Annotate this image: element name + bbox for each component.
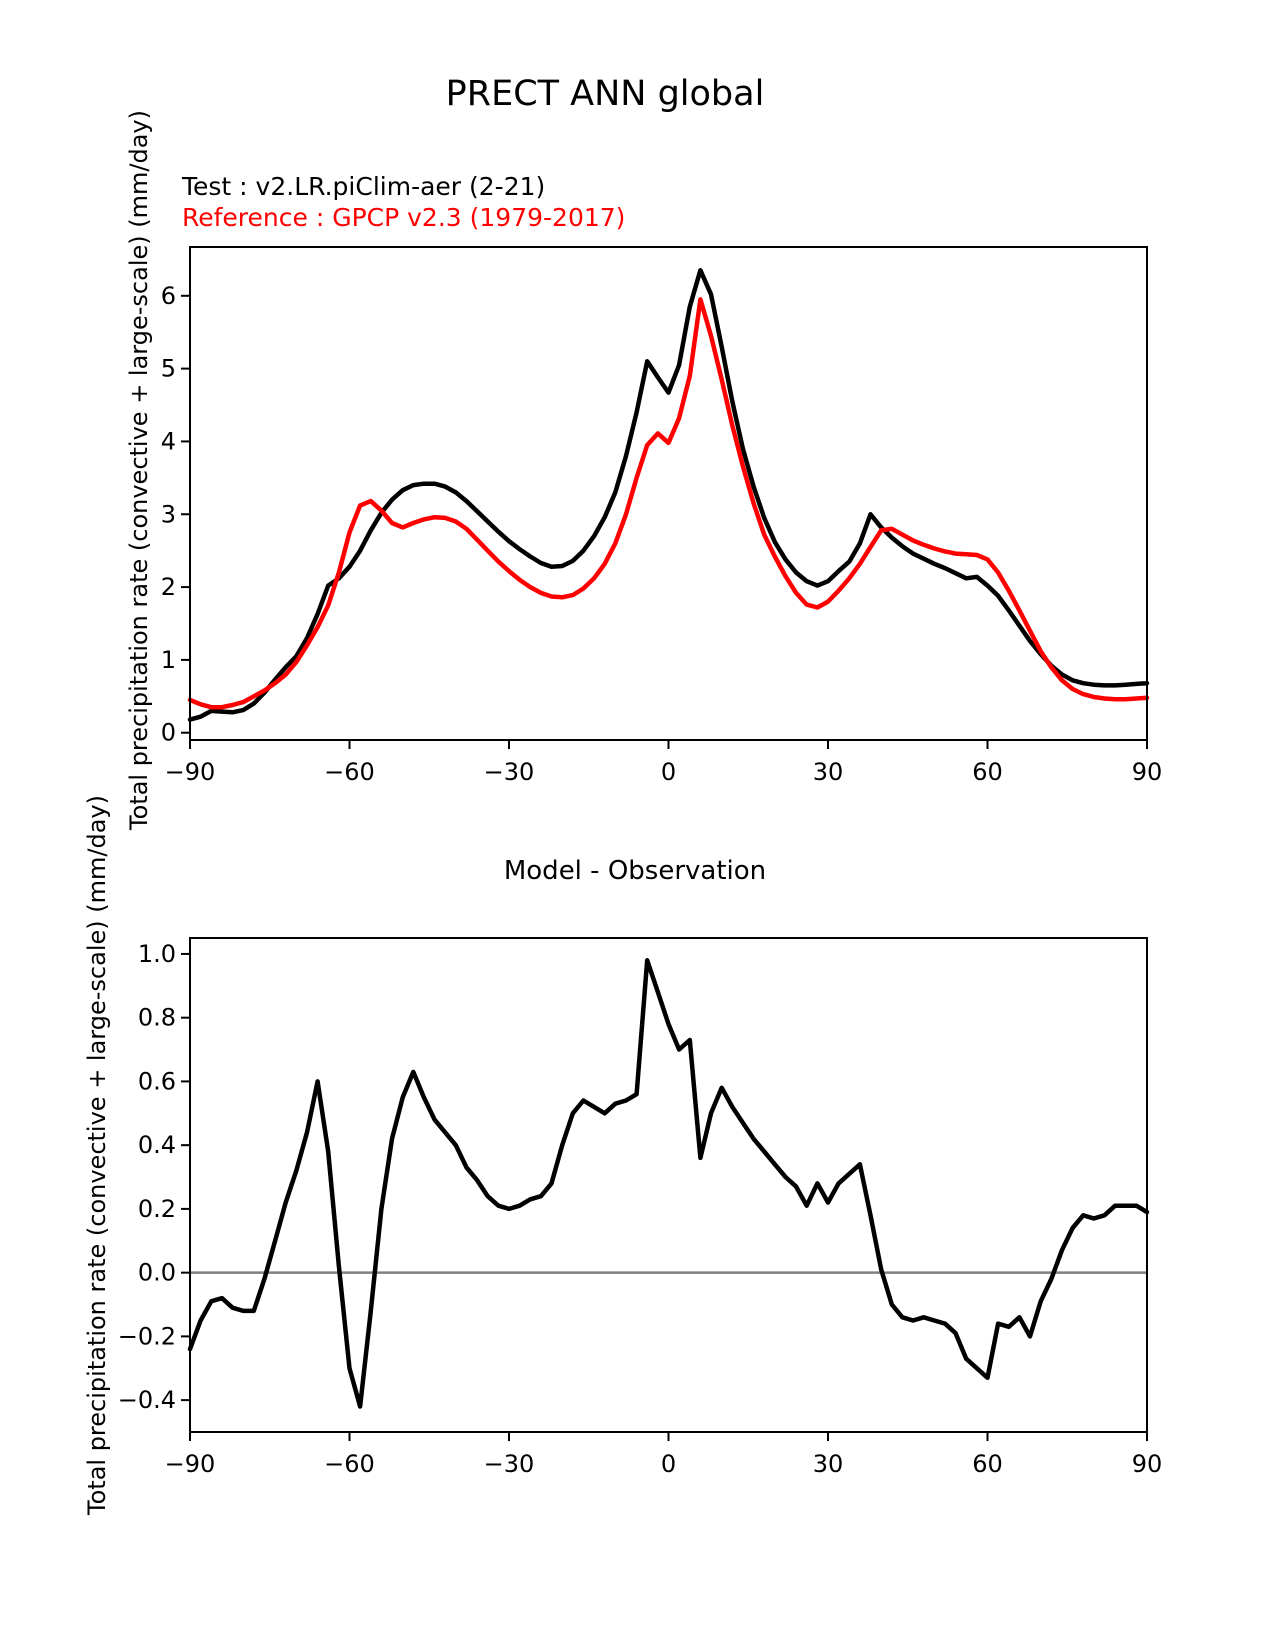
x-tick-label: −90 [164,758,216,786]
y-tick-label: −0.4 [117,1386,176,1415]
x-tick-label: 0 [660,1450,677,1478]
x-tick-label: 30 [812,1450,844,1478]
x-tick-label: −60 [324,758,375,786]
difference-line [190,960,1147,1406]
x-tick-label: 60 [972,758,1003,786]
y-tick-label: 6 [160,281,176,310]
test-line [190,270,1147,719]
y-tick-label: 0.4 [137,1131,176,1160]
x-tick-label: 60 [972,1450,1003,1478]
x-tick-label: 30 [812,758,844,786]
y-tick-label: 0 [160,718,176,747]
figure-title: PRECT ANN global [445,74,765,114]
bottom-chart-title: Model - Observation [503,856,767,886]
y-tick-label: 0.6 [137,1067,176,1096]
x-tick-label: 90 [1131,1450,1163,1478]
bottom-y-axis-label: Total precipitation rate (convective + large-scale) (mm/day) [83,795,111,1515]
y-tick-label: 3 [160,500,176,529]
x-tick-label: −30 [483,1450,535,1478]
x-tick-label: −30 [483,758,535,786]
y-tick-label: 0.2 [137,1194,176,1223]
legend-test-label: Test : v2.LR.piClim-aer (2-21) [182,172,546,201]
y-tick-label: 4 [160,427,176,456]
x-tick-label: 90 [1131,758,1163,786]
y-tick-label: 0.0 [137,1258,176,1287]
reference-line [190,299,1147,707]
x-tick-label: 0 [660,758,677,786]
y-tick-label: 5 [160,354,176,383]
legend-reference-label: Reference : GPCP v2.3 (1979-2017) [182,203,626,232]
y-tick-label: 1.0 [137,939,176,968]
top-chart [161,247,1163,786]
y-tick-label: 1 [160,645,176,674]
x-tick-label: −90 [164,1450,216,1478]
axes-frame [190,247,1147,740]
y-tick-label: −0.2 [117,1322,176,1351]
x-tick-label: −60 [324,1450,375,1478]
y-tick-label: 2 [160,573,176,602]
y-tick-label: 0.8 [137,1003,176,1032]
bottom-chart [118,938,1163,1478]
top-y-axis-label: Total precipitation rate (convective + large-scale) (mm/day) [125,110,153,830]
